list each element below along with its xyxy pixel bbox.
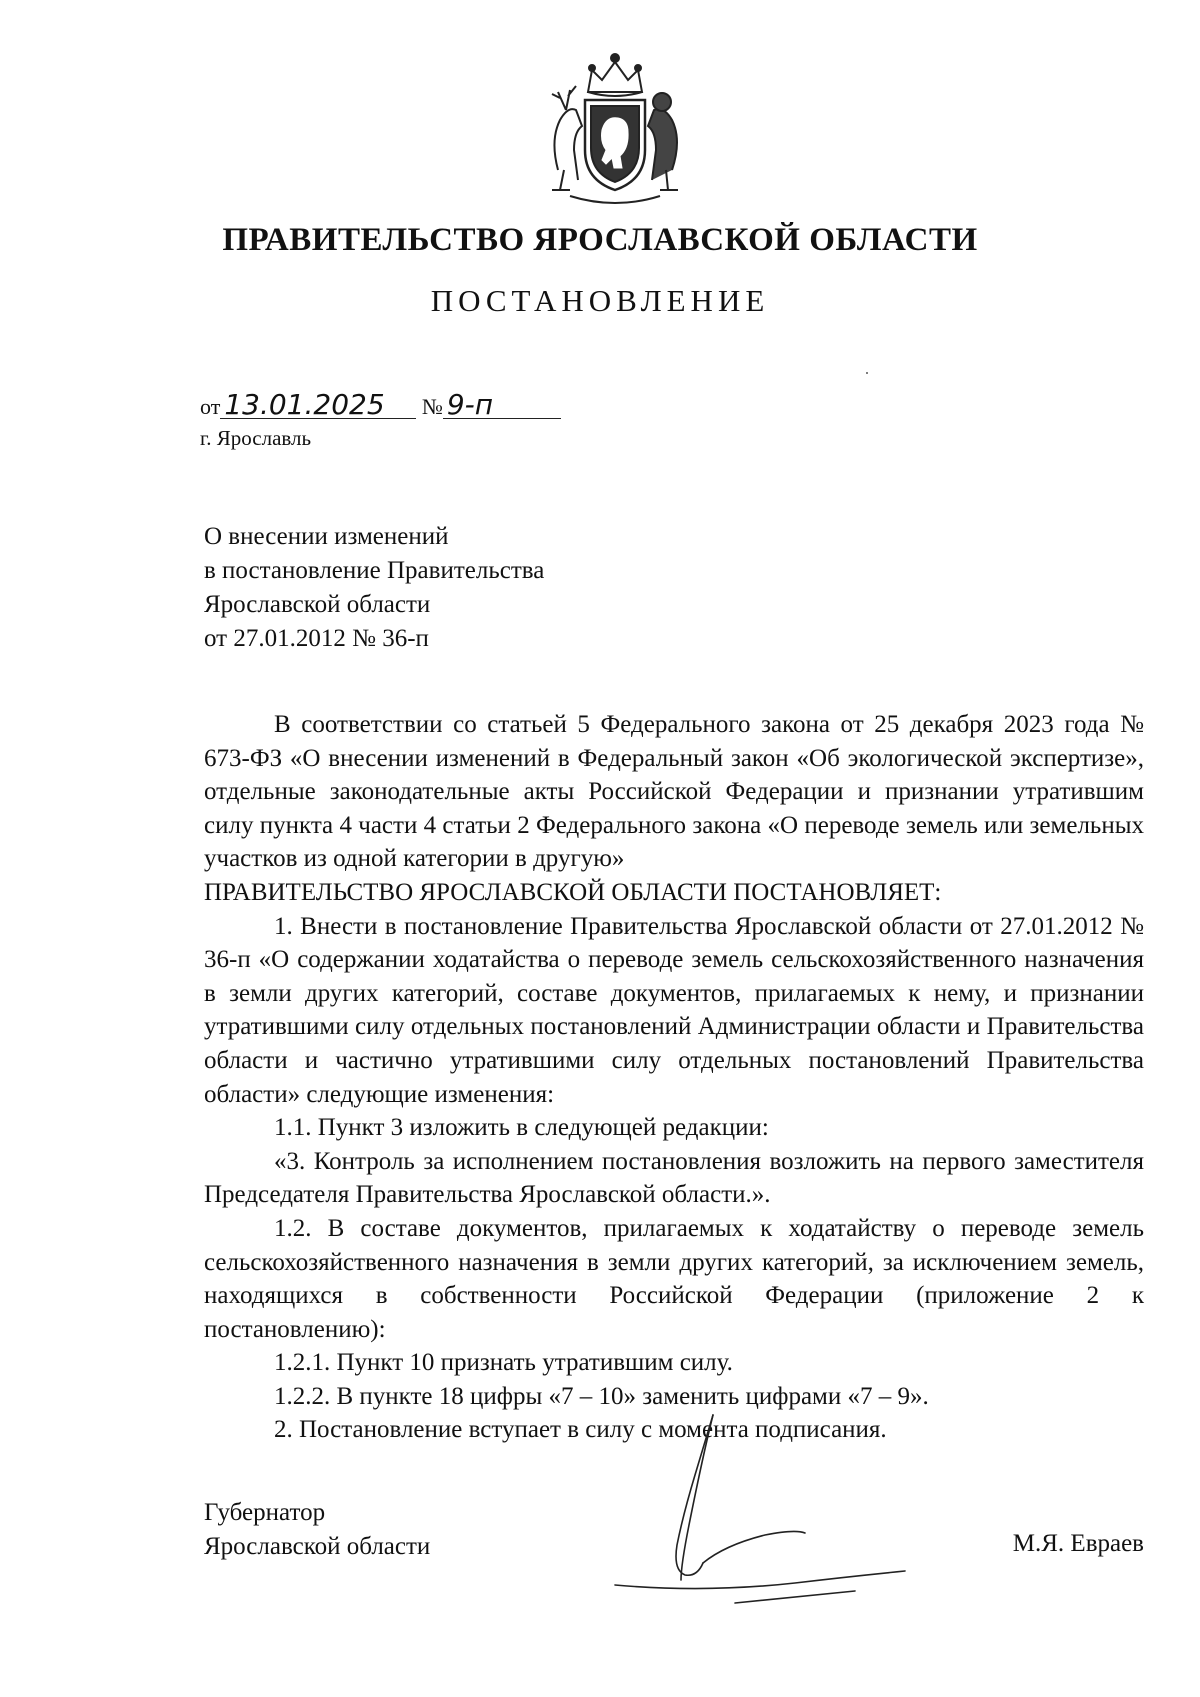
city: г. Ярославль (200, 426, 312, 450)
clause-1-2-1: 1.2.1. Пункт 10 признать утратившим силу. (274, 1349, 733, 1377)
clause-1-1-text: «3. Контроль за исполнением постановления возложить на первого заместителя Председателя Правительства Ярославской области.». (204, 1147, 1144, 1209)
scan-speck (866, 372, 868, 374)
document-subject (204, 520, 544, 656)
subject-line: от 27.01.2012 № 36-п (204, 625, 429, 652)
subject-line: в постановление Правительства (204, 557, 545, 584)
clause-1-1: 1.1. Пункт 3 изложить в следующей редакции: (274, 1114, 769, 1142)
coat-of-arms-icon (530, 40, 700, 210)
document-date: 13.01.2025 (220, 392, 416, 419)
number-prefix: № (421, 394, 443, 419)
clause-1: 1. Внести в постановление Правительства Ярославской области от 27.01.2012 № 36-п «О содержании ходатайства о переводе земель сельскохозяйственного назначения в земли других категорий, составе документов, прилагаемых к нему, и признании утратившими силу отдельных постановлений Администрации области и Правительства области и частично утратившими силу отдельных постановлений Правительства области» следующие изменения: (204, 912, 1144, 1108)
signatory-position (204, 1496, 430, 1564)
position-line: Губернатор (204, 1499, 326, 1526)
clause-2: 2. Постановление вступает в силу с момента подписания. (274, 1416, 887, 1444)
position-line: Ярославской области (204, 1533, 431, 1560)
document-type: ПОСТАНОВЛЕНИЕ (430, 283, 770, 318)
document-number: 9-п (443, 392, 561, 419)
preamble-paragraph: В соответствии со статьей 5 Федерального закона от 25 декабря 2023 года № 673-ФЗ «О внесении изменений в Федеральный закон «Об экологической экспертизе», отдельные законодательные акты Российской Федерации и признании утратившим силу пункта 4 части 4 статьи 2 Федерального закона «О переводе земель или земельных участков из одной категории в другую» (204, 711, 1144, 873)
subject-line: О внесении изменений (204, 523, 449, 550)
clause-1-2: 1.2. В составе документов, прилагаемых к ходатайству о переводе земель сельскохозяйственного назначения в земли других категорий, за исключением земель, находящихся в собственности Российской Федерации (приложение 2 к постановлению): (204, 1214, 1144, 1343)
document-body (204, 708, 1144, 1447)
handwritten-signature (585, 1395, 925, 1625)
clause-1-2-2: 1.2.2. В пункте 18 цифры «7 – 10» заменить цифрами «7 – 9». (274, 1382, 929, 1410)
date-prefix: от (200, 394, 221, 419)
signatory-name: М.Я. Евраев (1012, 1530, 1144, 1557)
date-number-line (200, 388, 561, 421)
resolution-heading: ПРАВИТЕЛЬСТВО ЯРОСЛАВСКОЙ ОБЛАСТИ ПОСТАНОВЛЯЕТ: (204, 878, 942, 906)
subject-line: Ярославской области (204, 591, 431, 618)
government-title: ПРАВИТЕЛЬСТВО ЯРОСЛАВСКОЙ ОБЛАСТИ (222, 222, 978, 258)
